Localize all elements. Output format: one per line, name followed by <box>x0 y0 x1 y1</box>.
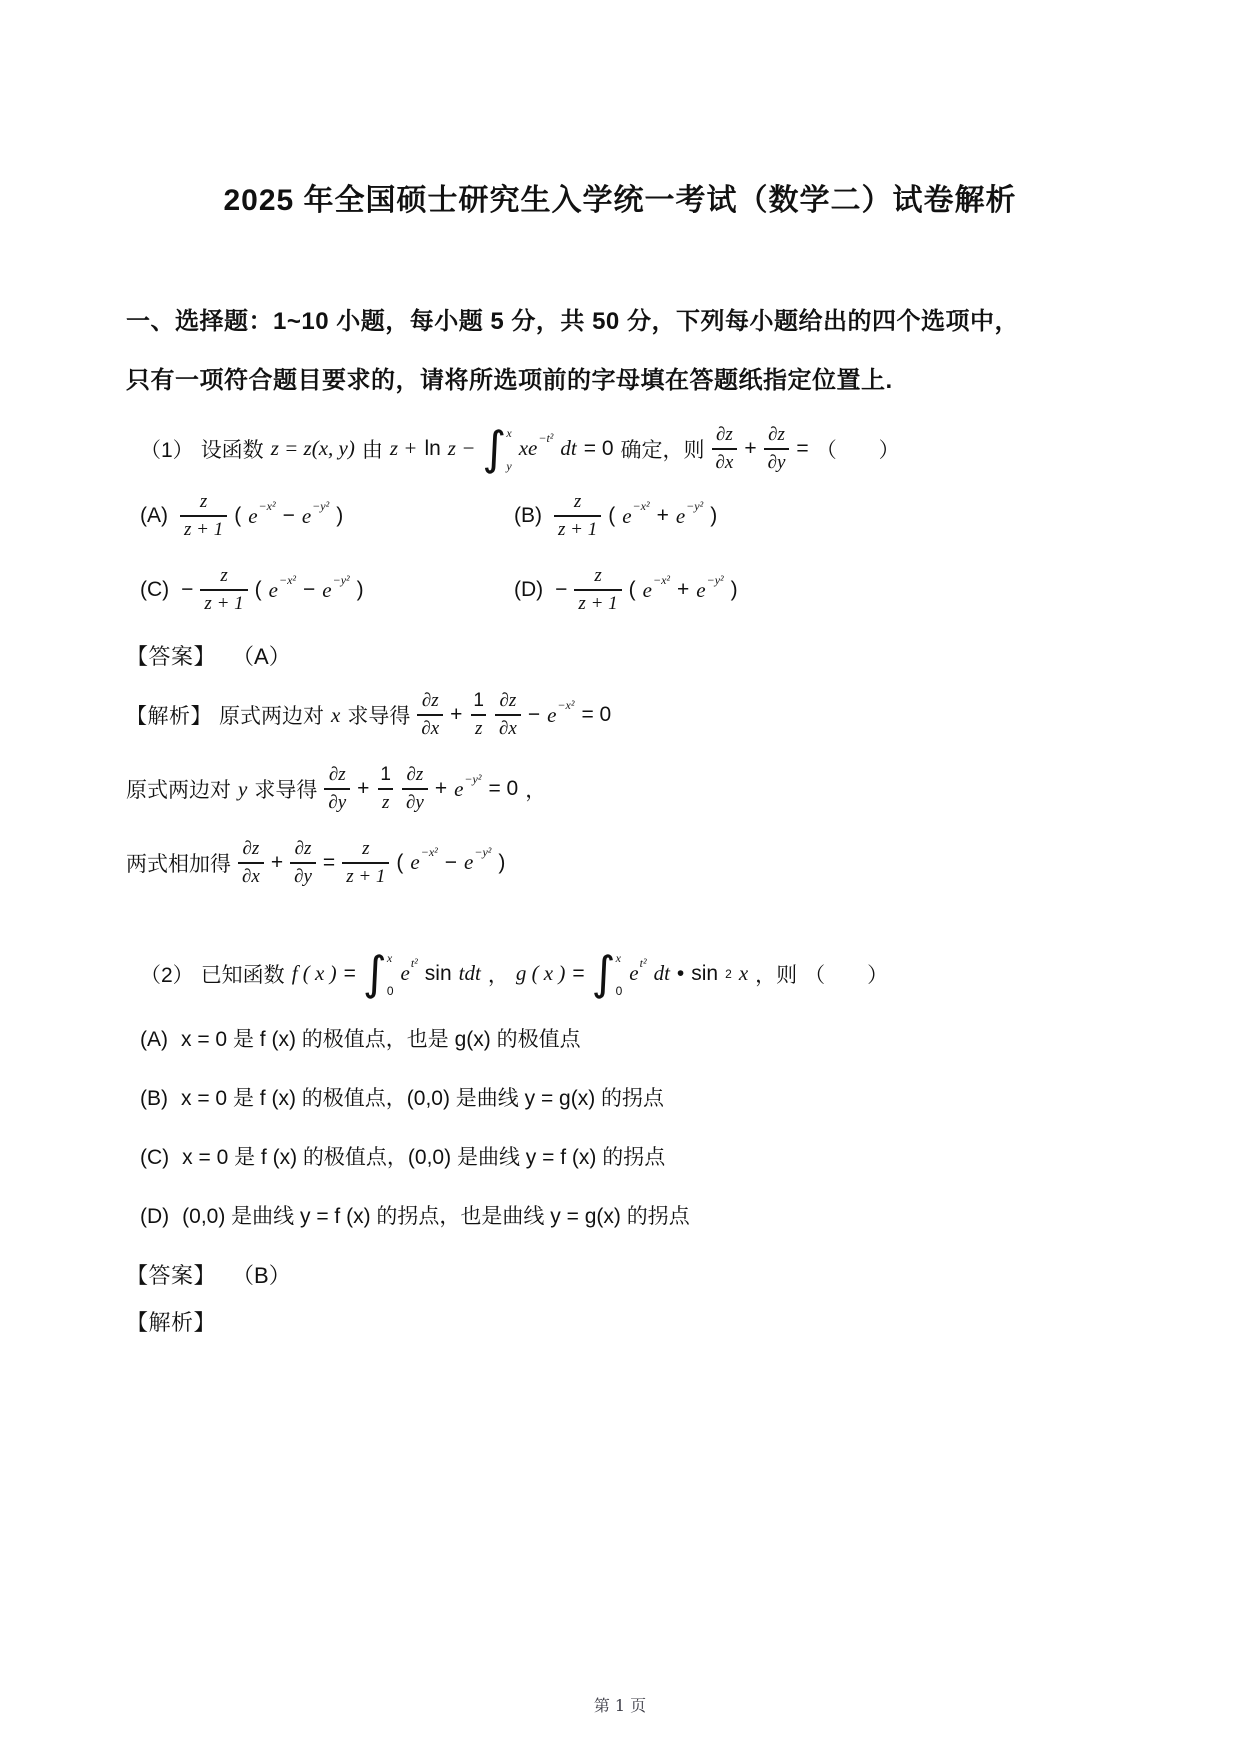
q2-answer-line <box>126 1259 1114 1290</box>
q2-text-pre: 已知函数 <box>200 963 285 987</box>
denominator: z + 1 <box>200 589 247 614</box>
exponent: −x² <box>652 572 670 587</box>
minus-operator: − <box>527 703 541 727</box>
q1-z-plus: z + <box>389 436 418 461</box>
q1-text-by: 由 <box>361 438 383 462</box>
integral-limits <box>616 951 623 997</box>
q1-z-minus: z − <box>447 436 476 461</box>
exponent: −x² <box>632 498 650 513</box>
denominator: z + 1 <box>554 515 601 540</box>
fraction-1-over-z <box>376 765 395 813</box>
e-power-negy2 <box>301 498 330 528</box>
q1-solution-line3 <box>126 839 1114 887</box>
multiply-dot: • <box>676 961 685 985</box>
equals-operator: = <box>343 961 356 985</box>
exponent: −y² <box>464 771 482 786</box>
base: e <box>629 961 639 986</box>
sin-squared-exponent: 2 <box>725 966 732 981</box>
numerator: ∂z <box>406 764 424 786</box>
option-c-label: (C) <box>140 1145 170 1169</box>
q2-f-of-x: f ( x ) <box>291 961 337 986</box>
q1-text-pre: 设函数 <box>200 438 264 462</box>
q1-solution-line2 <box>126 765 1114 813</box>
fraction-dz-dy <box>402 765 428 813</box>
q1-options-row-1 <box>126 492 1114 540</box>
e-power-t2 <box>629 956 647 986</box>
option-c-label: (C) <box>140 578 170 602</box>
q2-analysis-line <box>126 1306 1114 1337</box>
e-power-negx2 <box>268 572 296 602</box>
integrand-exponent: −t² <box>538 431 554 446</box>
e-power-t2 <box>400 956 418 986</box>
answer-blank: （ ） <box>815 438 900 462</box>
integral-limits <box>506 426 511 472</box>
numerator: ∂z <box>716 423 733 445</box>
numerator: z <box>220 565 228 587</box>
section-heading-line1: 一、选择题：1~10 小题，每小题 5 分，共 50 分，下列每小题给出的四个选项中， <box>126 308 1019 335</box>
plus-operator: + <box>434 777 448 801</box>
question-2-number: （2） <box>140 963 194 987</box>
plus-operator: + <box>270 850 284 874</box>
denominator: ∂y <box>324 788 350 813</box>
e-power-negy2 <box>696 572 724 602</box>
denominator: z + 1 <box>574 589 621 614</box>
plus-operator: + <box>744 436 757 460</box>
comma: ， <box>487 963 509 987</box>
e-power-negx2 <box>642 572 670 602</box>
exponent: −y² <box>686 498 704 513</box>
base: e <box>547 702 557 727</box>
sol1-text-verb: 求导得 <box>347 705 411 729</box>
q2-tdt: tdt <box>458 961 481 986</box>
q1-answer-value: （A） <box>232 644 291 670</box>
denominator: z + 1 <box>180 515 227 540</box>
fraction-dz-dy <box>764 425 790 473</box>
fraction-1-over-z <box>469 691 488 739</box>
fraction-dz-dx <box>712 425 738 473</box>
page-number: 第 1 页 <box>593 1696 647 1715</box>
q1-answer-line <box>126 640 1114 671</box>
fraction-dz-dx <box>495 691 521 739</box>
equals-operator: = <box>796 436 809 460</box>
base: e <box>464 850 474 875</box>
denominator: ∂y <box>764 448 790 473</box>
fraction-z-over-z1 <box>200 566 247 614</box>
e-power-negy2 <box>464 845 492 875</box>
denominator: ∂y <box>402 788 428 813</box>
fraction-dz-dx <box>238 839 264 887</box>
integral-sign <box>482 420 512 475</box>
equals-zero: = 0 <box>488 777 519 801</box>
base: e <box>248 503 258 528</box>
q2-text-then: ，则 <box>755 963 798 987</box>
option-a-text: x = 0 是 f (x) 的极值点，也是 g(x) 的极值点 <box>181 1027 581 1051</box>
q1-dt: dt <box>560 436 577 461</box>
right-paren: ) <box>730 578 738 602</box>
denominator: z <box>471 714 486 739</box>
exponent: −y² <box>332 572 350 587</box>
denominator: ∂y <box>290 862 316 887</box>
exponent: −x² <box>420 845 438 860</box>
base: e <box>410 850 420 875</box>
denominator: z + 1 <box>342 862 389 887</box>
e-power-negx2 <box>622 498 650 528</box>
numerator: z <box>362 837 370 859</box>
sol1-text-pre: 原式两边对 <box>219 705 324 729</box>
e-power-negy2 <box>322 572 350 602</box>
exponent: −y² <box>474 845 492 860</box>
upper-limit: x <box>506 425 512 440</box>
upper-limit: x <box>615 950 621 965</box>
q2-sin: sin <box>691 961 719 985</box>
exponent: −x² <box>258 498 276 513</box>
comma: ， <box>525 779 547 803</box>
minus-operator: − <box>303 578 316 602</box>
integrand-base: xe <box>518 436 538 461</box>
denominator: ∂x <box>495 714 521 739</box>
e-power-negx2 <box>547 697 575 727</box>
left-paren: ( <box>254 578 262 602</box>
q1-ln: ln <box>424 436 441 460</box>
integral-glyph: ∫ <box>362 946 387 1001</box>
integral-sign <box>362 946 394 1001</box>
analysis-label: 【解析】 <box>126 1309 217 1335</box>
lower-limit: 0 <box>386 983 394 998</box>
numerator: z <box>594 565 602 587</box>
q1-eq-zero: = 0 <box>583 436 614 460</box>
numerator: ∂z <box>328 764 346 786</box>
numerator: ∂z <box>242 837 260 859</box>
fraction-z-over-z1 <box>180 492 227 540</box>
fraction-dz-dy <box>324 765 350 813</box>
page-title: 2025 年全国硕士研究生入学统一考试（数学二）试卷解析 <box>223 184 1017 217</box>
right-paren: ) <box>498 850 506 874</box>
fraction-z-over-z1 <box>342 839 389 887</box>
left-paren: ( <box>628 578 636 602</box>
integral-glyph: ∫ <box>482 420 507 475</box>
numerator: z <box>573 491 582 513</box>
option-b-label: (B) <box>140 1086 168 1110</box>
numerator: ∂z <box>294 837 312 859</box>
option-b-text: x = 0 是 f (x) 的极值点，(0,0) 是曲线 y = g(x) 的拐点 <box>181 1086 665 1110</box>
sol2-var-y: y <box>238 776 248 801</box>
q1-solution-line1 <box>126 691 1114 739</box>
q1-option-c <box>140 566 514 614</box>
q1-option-a <box>140 492 514 540</box>
option-a-label: (A) <box>140 504 168 528</box>
q2-dt: dt <box>653 961 670 986</box>
option-b-label: (B) <box>514 504 542 528</box>
numerator: 1 <box>380 764 391 786</box>
fraction-dz-dx <box>417 691 443 739</box>
denominator: ∂x <box>417 714 443 739</box>
base: e <box>696 577 706 602</box>
q1-option-d <box>514 566 738 614</box>
lower-limit: 0 <box>615 983 623 998</box>
option-d-label: (D) <box>140 1204 170 1228</box>
q1-text-then: 确定，则 <box>620 438 705 462</box>
q2-option-b <box>126 1082 1114 1112</box>
equals-operator: = <box>322 850 336 874</box>
base: e <box>322 577 332 602</box>
page-footer <box>0 1693 1240 1716</box>
e-power-negy2 <box>675 498 704 528</box>
numerator: ∂z <box>421 690 439 712</box>
q1-option-b <box>514 492 717 540</box>
equals-operator: = <box>572 961 585 985</box>
numerator: ∂z <box>499 690 517 712</box>
negative-sign: − <box>181 578 194 602</box>
numerator: 1 <box>473 690 484 712</box>
lower-limit: y <box>506 458 512 473</box>
q2-sin: sin <box>424 961 452 985</box>
section-heading-line2: 只有一项符合题目要求的，请将所选项前的字母填在答题纸指定位置上. <box>126 366 893 394</box>
left-paren: ( <box>608 504 616 528</box>
q2-var-x: x <box>738 961 749 986</box>
base: e <box>642 577 652 602</box>
q1-options-row-2 <box>126 566 1114 614</box>
question-1-number: （1） <box>140 438 194 462</box>
base: e <box>622 503 632 528</box>
e-power-negy2 <box>454 771 482 801</box>
left-paren: ( <box>234 504 242 528</box>
e-power-negx2 <box>248 498 276 528</box>
analysis-label: 【解析】 <box>126 705 212 729</box>
integral-sign <box>591 946 623 1001</box>
option-d-label: (D) <box>514 578 544 602</box>
question-1-stem <box>126 420 1114 475</box>
minus-operator: − <box>282 504 295 528</box>
equals-zero: = 0 <box>581 703 612 727</box>
e-power-negx2 <box>410 845 438 875</box>
denominator: ∂x <box>712 448 738 473</box>
exponent: −y² <box>312 498 330 513</box>
denominator: ∂x <box>238 862 264 887</box>
negative-sign: − <box>555 578 568 602</box>
fraction-z-over-z1 <box>554 492 601 540</box>
sol3-text-pre: 两式相加得 <box>126 852 231 876</box>
exponent: t² <box>410 956 418 971</box>
question-2-stem <box>126 946 1114 1001</box>
sol2-text-verb: 求导得 <box>254 779 318 803</box>
option-a-label: (A) <box>140 1027 168 1051</box>
right-paren: ) <box>356 578 364 602</box>
q2-option-d <box>126 1200 1114 1230</box>
sol2-text-pre: 原式两边对 <box>126 779 231 803</box>
integral-limits <box>387 951 394 997</box>
plus-operator: + <box>357 777 370 801</box>
integral-glyph: ∫ <box>591 946 616 1001</box>
option-d-text: (0,0) 是曲线 y = f (x) 的拐点，也是曲线 y = g(x) 的拐点 <box>182 1204 690 1228</box>
plus-operator: + <box>677 578 690 602</box>
q1-z-function: z = z(x, y) <box>270 436 355 461</box>
q2-option-c <box>126 1141 1114 1171</box>
option-c-text: x = 0 是 f (x) 的极值点，(0,0) 是曲线 y = f (x) 的拐点 <box>182 1145 666 1169</box>
answer-blank: （ ） <box>804 963 889 987</box>
base: e <box>454 776 464 801</box>
right-paren: ) <box>710 504 718 528</box>
plus-operator: + <box>656 504 669 528</box>
integrand-xe-power <box>518 431 554 461</box>
sol1-var-x: x <box>331 702 341 727</box>
q2-option-a <box>126 1023 1114 1053</box>
exponent: t² <box>639 956 647 971</box>
right-paren: ) <box>336 504 344 528</box>
base: e <box>301 503 312 528</box>
exponent: −x² <box>278 572 296 587</box>
fraction-z-over-z1 <box>574 566 621 614</box>
numerator: ∂z <box>768 423 785 445</box>
fraction-dz-dy <box>290 839 316 887</box>
answer-label: 【答案】 <box>126 1262 217 1288</box>
left-paren: ( <box>396 850 404 874</box>
denominator: z <box>378 788 393 813</box>
answer-label: 【答案】 <box>126 644 217 670</box>
q2-answer-value: （B） <box>232 1262 291 1288</box>
base: e <box>675 503 686 528</box>
q2-g-of-x: g ( x ) <box>515 961 566 986</box>
minus-operator: − <box>444 850 458 874</box>
numerator: z <box>199 491 208 513</box>
exponent: −x² <box>557 697 575 712</box>
exponent: −y² <box>706 572 724 587</box>
upper-limit: x <box>386 950 393 965</box>
base: e <box>268 577 278 602</box>
base: e <box>400 961 410 986</box>
plus-operator: + <box>450 703 463 727</box>
